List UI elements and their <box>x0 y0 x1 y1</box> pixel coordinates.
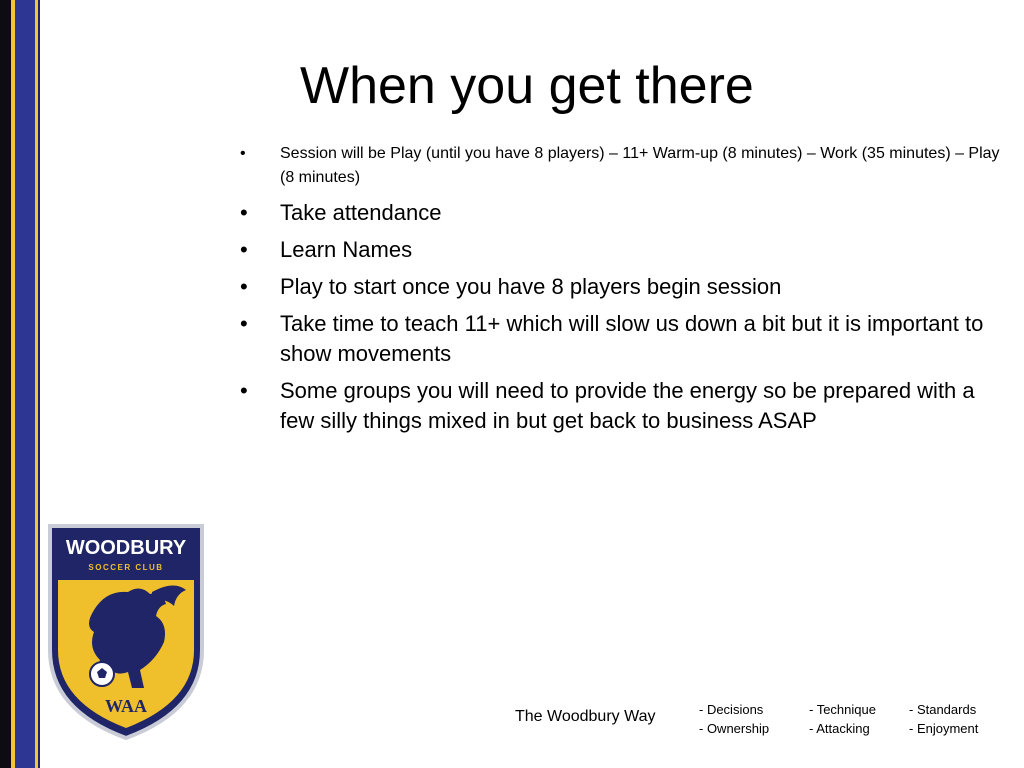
values-column-1 <box>699 700 769 738</box>
bullet-text: Session will be Play (until you have 8 players) – 11+ Warm-up (8 minutes) – Work (35 minutes) – Play (8 minutes) <box>280 145 1000 186</box>
stripe-black <box>0 0 11 768</box>
crest-subtitle: SOCCER CLUB <box>88 563 164 572</box>
decorative-side-stripes <box>0 0 42 768</box>
stripe-navy-edge <box>38 0 40 768</box>
bullet-item <box>240 198 1010 228</box>
bullet-dot: • <box>240 378 248 403</box>
bullet-dot: • <box>240 274 248 299</box>
bullet-text: Learn Names <box>280 237 413 262</box>
value-item: - Standards <box>909 702 977 717</box>
bullet-text: Play to start once you have 8 players begin session <box>280 274 782 299</box>
bullet-text: Take time to teach 11+ which will slow us down a bit but it is important to show movements <box>280 311 984 366</box>
crest-name: WOODBURY <box>65 537 187 559</box>
bullet-item <box>240 235 1010 265</box>
woodbury-crest-logo <box>44 520 208 742</box>
footer-tagline: The Woodbury Way <box>515 708 656 725</box>
bullet-dot: • <box>240 145 246 162</box>
bullet-list <box>240 142 1010 443</box>
value-item: - Decisions <box>699 702 764 717</box>
bullet-item <box>240 142 1010 190</box>
value-item: - Ownership <box>699 721 770 736</box>
bullet-dot: • <box>240 237 248 262</box>
values-column-2 <box>809 700 876 738</box>
bullet-item <box>240 376 1010 436</box>
value-item: - Enjoyment <box>909 721 979 736</box>
values-column-3 <box>909 700 978 738</box>
bullet-dot: • <box>240 311 248 336</box>
crest-initials: WAA <box>104 696 148 716</box>
bullet-text: Take attendance <box>280 200 442 225</box>
bullet-item <box>240 309 1010 369</box>
bullet-dot: • <box>240 200 248 225</box>
bullet-text: Some groups you will need to provide the energy so be prepared with a few silly things mixed in but get back to business ASAP <box>280 378 975 433</box>
bullet-item <box>240 272 1010 302</box>
slide-title: When you get there <box>300 57 754 115</box>
value-item: - Attacking <box>809 721 870 736</box>
value-item: - Technique <box>809 702 876 717</box>
stripe-blue <box>15 0 35 768</box>
